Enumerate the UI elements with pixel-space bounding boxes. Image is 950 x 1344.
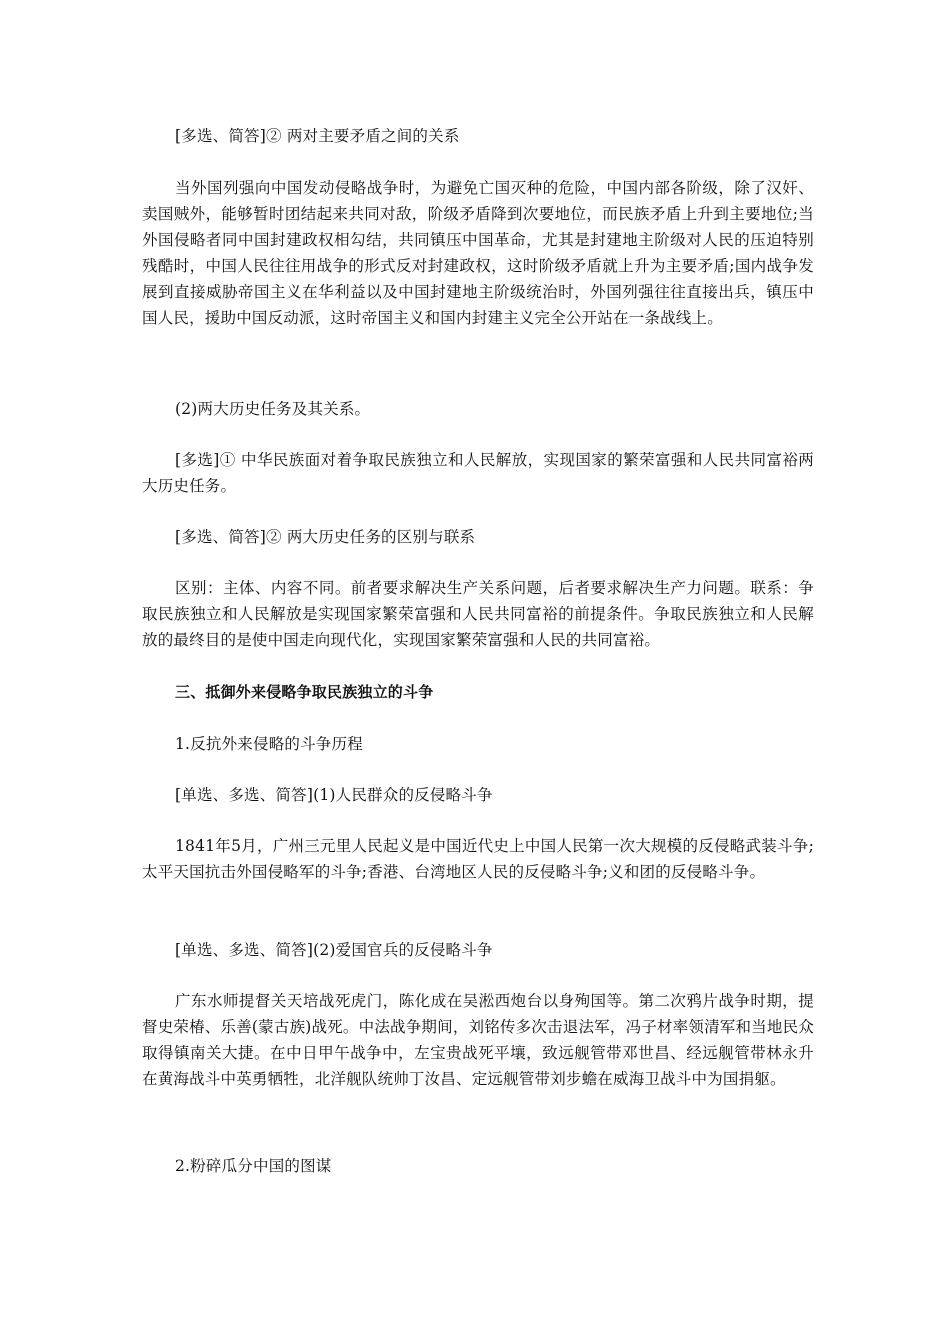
paragraph-tasks-difference-body: 区别：主体、内容不同。前者要求解决生产关系问题，后者要求解决生产力问题。联系：争取民族独立和人民解放是实现国家繁荣富强和人民共同富裕的前提条件。争取民族独立和人民解放的最终目的是使中国走向现代化，实现国家繁荣富强和人民的共同富裕。	[142, 579, 814, 649]
paragraph-officers-struggle-heading: [单选、多选、简答](2)爱国官兵的反侵略斗争	[175, 941, 493, 959]
subsection-heading-1: 1.反抗外来侵略的斗争历程	[175, 735, 363, 753]
paragraph-people-struggle-heading: [单选、多选、简答](1)人民群众的反侵略斗争	[175, 786, 493, 804]
paragraph-two-tasks-body: [多选]① 中华民族面对着争取民族独立和人民解放，实现国家的繁荣富强和人民共同富裕两大历史任务。	[142, 451, 814, 495]
paragraph-tasks-difference-heading: [多选、简答]② 两大历史任务的区别与联系	[175, 528, 476, 546]
paragraph-officers-struggle-body: 广东水师提督关天培战死虎门，陈化成在吴淞西炮台以身殉国等。第二次鸦片战争时期，提督史荣椿、乐善(蒙古族)战死。中法战争期间，刘铭传多次击退法军，冯子材率领清军和当地民众取得镇南关大捷。在中日甲午战争中，左宝贵战死平壤，致远舰管带邓世昌、经远舰管带林永升在黄海战斗中英勇牺牲，北洋舰队统帅丁汝昌、定远舰管带刘步蟾在威海卫战斗中为国捐躯。	[142, 992, 814, 1088]
paragraph-relation-heading: [多选、简答]② 两对主要矛盾之间的关系	[175, 127, 460, 145]
section-heading-three: 三、抵御外来侵略争取民族独立的斗争	[175, 683, 434, 701]
paragraph-two-tasks-heading: (2)两大历史任务及其关系。	[175, 400, 371, 418]
paragraph-people-struggle-body: 1841年5月，广州三元里人民起义是中国近代史上中国人民第一次大规模的反侵略武装斗争;太平天国抗击外国侵略军的斗争;香港、台湾地区人民的反侵略斗争;义和团的反侵略斗争。	[142, 837, 814, 881]
paragraph-contradictions-body: 当外国列强向中国发动侵略战争时，为避免亡国灭种的危险，中国内部各阶级，除了汉奸、卖国贼外，能够暂时团结起来共同对敌，阶级矛盾降到次要地位，而民族矛盾上升到主要地位;当外国侵略者同中国封建政权相勾结，共同镇压中国革命，尤其是封建地主阶级对人民的压迫特别残酷时，中国人民往往用战争的形式反对封建政权，这时阶级矛盾就上升为主要矛盾;国内战争发展到直接威胁帝国主义在华利益以及中国封建地主阶级统治时，外国列强往往直接出兵，镇压中国人民，援助中国反动派，这时帝国主义和国内封建主义完全公开站在一条战线上。	[142, 179, 814, 327]
subsection-heading-2: 2.粉碎瓜分中国的图谋	[175, 1157, 332, 1175]
